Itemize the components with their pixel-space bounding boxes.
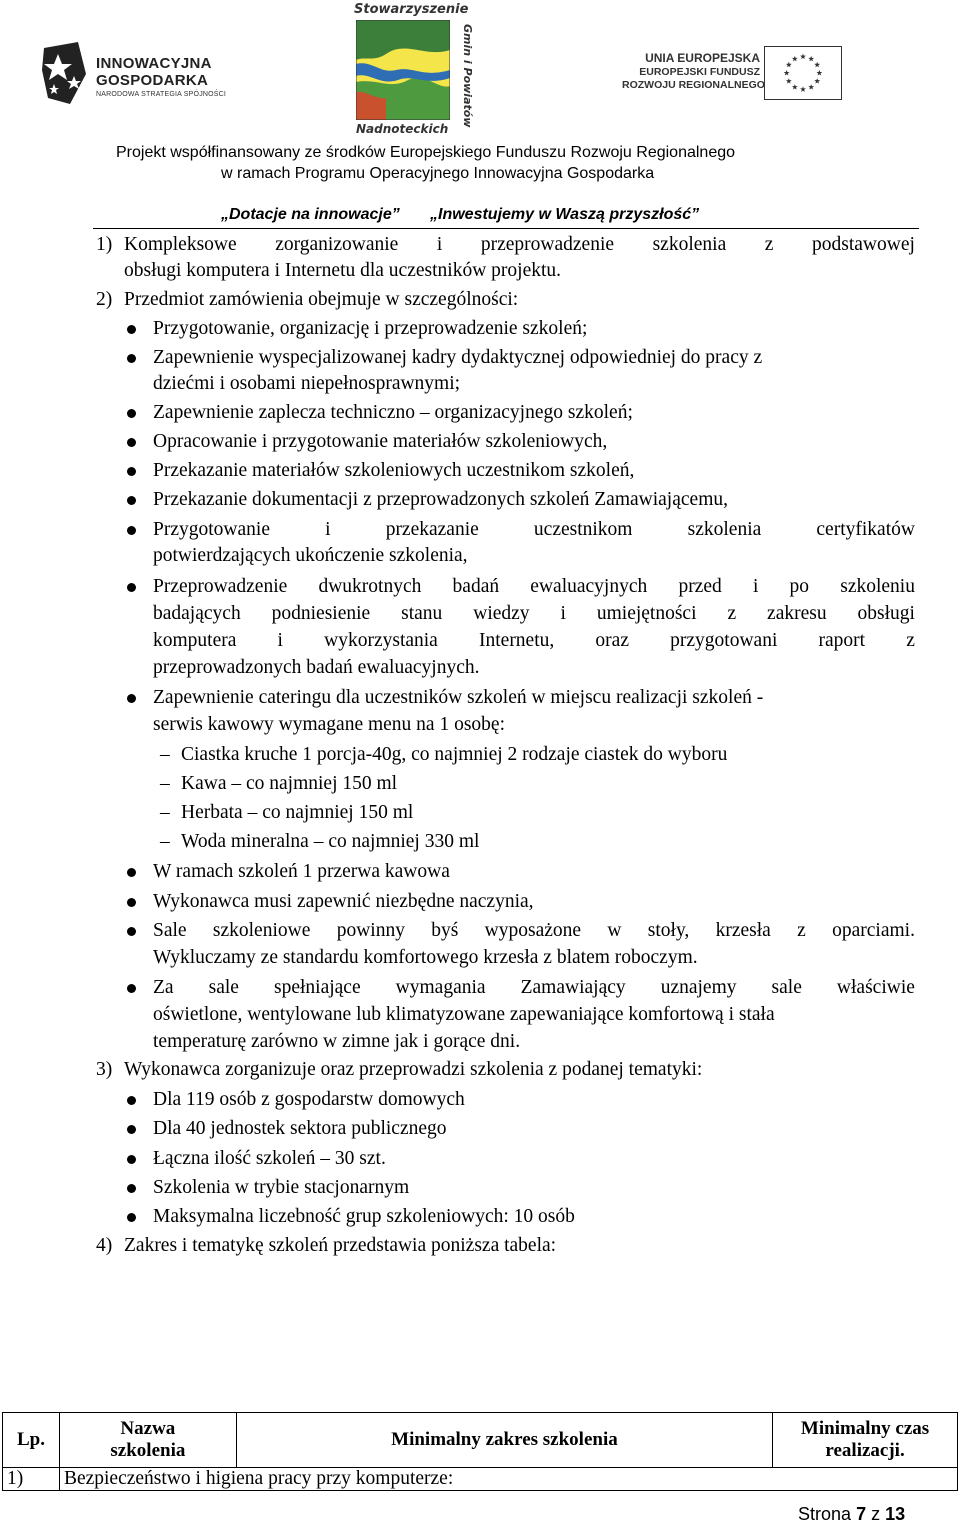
word: umiejętności bbox=[596, 603, 697, 624]
word: z bbox=[727, 603, 737, 624]
list-item: Dla 40 jednostek sektora publicznego bbox=[153, 1118, 447, 1139]
header-time-line1: Minimalny czas bbox=[800, 1418, 930, 1439]
word: krzesła bbox=[715, 920, 771, 941]
logo-right-line2: EUROPEJSKI FUNDUSZ bbox=[639, 66, 760, 78]
justified-line bbox=[153, 575, 915, 599]
word: z bbox=[906, 630, 915, 651]
list-item: Zapewnienie wyspecjalizowanej kadry dydaktycznej odpowiedniej do pracy z bbox=[153, 347, 763, 368]
row-number: 1) bbox=[3, 1468, 60, 1491]
eu-star-icon bbox=[808, 84, 814, 90]
bullet-icon bbox=[127, 868, 136, 877]
word: po bbox=[789, 576, 810, 597]
logo-center-side: Gmin i Powiatów bbox=[461, 24, 474, 128]
header-time-line2-text: realizacji bbox=[825, 1440, 900, 1461]
paragraph-line: obsługi komputera i Internetu dla uczestników projektu. bbox=[124, 260, 562, 281]
bullet-icon bbox=[127, 583, 136, 592]
list-item: Zapewnienie zaplecza techniczno – organizacyjnego szkoleń; bbox=[153, 402, 633, 423]
footer-label: Strona bbox=[798, 1504, 852, 1524]
justified-line bbox=[124, 233, 915, 257]
justified-line bbox=[153, 976, 915, 1000]
word: wykorzystania bbox=[324, 630, 438, 651]
word: Kompleksowe bbox=[124, 234, 237, 255]
bullet-icon bbox=[127, 984, 136, 993]
word: Za bbox=[153, 977, 174, 998]
word: badań bbox=[452, 576, 500, 597]
list-item: Przygotowanie, organizację i przeprowadzenie szkoleń; bbox=[153, 318, 588, 339]
word: i bbox=[436, 234, 443, 255]
word: Internetu, bbox=[479, 630, 555, 651]
word: szkolenia bbox=[687, 519, 762, 540]
word: szkoleniu bbox=[840, 576, 915, 597]
word: przed bbox=[678, 576, 722, 597]
word: właściwie bbox=[836, 977, 915, 998]
eu-star-icon bbox=[800, 54, 806, 60]
justified-line bbox=[153, 518, 915, 542]
list-item: Łączna ilość szkoleń – 30 szt. bbox=[153, 1148, 386, 1169]
word: Przygotowanie bbox=[153, 519, 270, 540]
paragraph-line: Przedmiot zamówienia obejmuje w szczególności: bbox=[124, 289, 519, 310]
paragraph-line: Zakres i tematykę szkoleń przedstawia poniższa tabela: bbox=[124, 1235, 557, 1256]
header-lp: Lp. bbox=[3, 1413, 60, 1468]
dash-icon: – bbox=[160, 802, 170, 823]
eu-star-icon bbox=[792, 84, 798, 90]
header-name-line2: szkolenia bbox=[110, 1440, 186, 1461]
bullet-icon bbox=[127, 467, 136, 476]
header-time-dot: . bbox=[899, 1440, 905, 1461]
word: byś bbox=[431, 920, 459, 941]
header-name bbox=[59, 1413, 236, 1468]
word: i bbox=[560, 603, 566, 624]
word: i bbox=[277, 630, 283, 651]
justified-line bbox=[153, 919, 915, 943]
bullet-icon bbox=[127, 409, 136, 418]
bullet-icon bbox=[127, 694, 136, 703]
word: Przeprowadzenie bbox=[153, 576, 288, 597]
logo-right-line3: ROZWOJU REGIONALNEGO bbox=[622, 79, 765, 91]
word: szkoleniowe bbox=[212, 920, 311, 941]
list-item-continuation: potwierdzających ukończenie szkolenia, bbox=[153, 545, 468, 566]
eu-erdf-logo bbox=[622, 46, 852, 100]
list-item-continuation: przeprowadzonych badań ewaluacyjnych. bbox=[153, 657, 480, 678]
word: certyfikatów bbox=[816, 519, 915, 540]
bullet-icon bbox=[127, 1125, 136, 1134]
word: uznajemy bbox=[660, 977, 737, 998]
eu-star-icon bbox=[808, 56, 814, 62]
word: raport bbox=[818, 630, 866, 651]
list-item-continuation: dziećmi i osobami niepełnosprawnymi; bbox=[153, 373, 461, 394]
word: w bbox=[607, 920, 622, 941]
list-item-continuation: Wykluczamy ze standardu komfortowego krzesła z blatem roboczym. bbox=[153, 947, 698, 968]
eu-star-icon bbox=[800, 86, 806, 92]
word: powinny bbox=[336, 920, 405, 941]
list-item: Szkolenia w trybie stacjonarnym bbox=[153, 1177, 410, 1198]
header-scope: Minimalny zakres szkolenia bbox=[236, 1413, 772, 1468]
eu-star-icon bbox=[816, 70, 822, 76]
sub-list-item: Ciastka kruche 1 porcja-40g, co najmniej 2 rodzaje ciastek do wyboru bbox=[181, 744, 728, 765]
bullet-icon bbox=[127, 1213, 136, 1222]
page-footer bbox=[798, 1504, 905, 1525]
eu-star-icon bbox=[786, 62, 792, 68]
header-divider bbox=[93, 228, 919, 229]
item-number: 2) bbox=[96, 289, 113, 310]
word: wiedzy bbox=[473, 603, 530, 624]
word: przeprowadzenie bbox=[480, 234, 615, 255]
logo-center-top: Stowarzyszenie bbox=[354, 2, 469, 17]
list-item-continuation: temperaturę zarówno w zimne jak i gorące dni. bbox=[153, 1031, 521, 1052]
word: badających bbox=[153, 603, 241, 624]
word: przygotowani bbox=[670, 630, 778, 651]
word: wymagania bbox=[395, 977, 486, 998]
item-number: 4) bbox=[96, 1235, 113, 1256]
bullet-icon bbox=[127, 1184, 136, 1193]
header-time-line2 bbox=[777, 1440, 953, 1462]
bullet-icon bbox=[127, 526, 136, 535]
dash-icon: – bbox=[160, 773, 170, 794]
word: zorganizowanie bbox=[275, 234, 399, 255]
bullet-icon bbox=[127, 1155, 136, 1164]
list-item: Dla 119 osób z gospodarstw domowych bbox=[153, 1089, 465, 1110]
eu-star-icon bbox=[814, 62, 820, 68]
bullet-icon bbox=[127, 1096, 136, 1105]
footer-total: 13 bbox=[885, 1504, 906, 1524]
justified-line bbox=[153, 602, 915, 626]
word: szkolenia bbox=[652, 234, 727, 255]
project-line-2: w ramach Programu Operacyjnego Innowacyjna Gospodarka bbox=[221, 165, 655, 182]
bullet-icon bbox=[127, 354, 136, 363]
item-number: 1) bbox=[96, 234, 113, 255]
list-item-continuation: serwis kawowy wymagane menu na 1 osobę: bbox=[153, 714, 505, 735]
logo-left-line3: NARODOWA STRATEGIA SPÓJNOŚCI bbox=[96, 91, 227, 98]
slogan-right: „Inwestujemy w Waszą przyszłość” bbox=[430, 206, 700, 223]
list-item-continuation: oświetlone, wentylowane lub klimatyzowane zapewaniające komfortową i stała bbox=[153, 1004, 775, 1025]
word: podniesienie bbox=[271, 603, 371, 624]
training-table bbox=[2, 1412, 958, 1491]
table-row bbox=[3, 1468, 958, 1491]
bullet-icon bbox=[127, 438, 136, 447]
justified-line bbox=[153, 629, 915, 653]
footer-of: z bbox=[871, 1504, 881, 1524]
stowarzyszenie-logo bbox=[352, 2, 478, 136]
word: komputera bbox=[153, 630, 237, 651]
word: Zamawiający bbox=[520, 977, 626, 998]
word: stanu bbox=[401, 603, 443, 624]
list-item: Zapewnienie cateringu dla uczestników szkoleń w miejscu realizacji szkoleń - bbox=[153, 687, 764, 708]
word: obsługi bbox=[857, 603, 915, 624]
word: zakresu bbox=[767, 603, 827, 624]
bullet-icon bbox=[127, 496, 136, 505]
innowacyjna-gospodarka-mark-icon bbox=[40, 40, 90, 106]
word: wyposażone bbox=[484, 920, 582, 941]
word: dwukrotnych bbox=[318, 576, 422, 597]
regional-map-icon bbox=[356, 20, 450, 120]
word: i bbox=[325, 519, 331, 540]
word: przekazanie bbox=[385, 519, 479, 540]
list-item: Maksymalna liczebność grup szkoleniowych: 10 osób bbox=[153, 1206, 575, 1227]
word: stoły, bbox=[647, 920, 690, 941]
list-item: W ramach szkoleń 1 przerwa kawowa bbox=[153, 861, 450, 882]
word: z bbox=[764, 234, 774, 255]
sub-list-item: Kawa – co najmniej 150 ml bbox=[181, 773, 398, 794]
eu-star-icon bbox=[784, 70, 790, 76]
slogan-left: „Dotacje na innowacje” bbox=[221, 206, 400, 223]
bullet-icon bbox=[127, 927, 136, 936]
innowacyjna-gospodarka-logo bbox=[40, 40, 240, 106]
header-name-line1: Nazwa bbox=[120, 1418, 176, 1439]
word: sale bbox=[771, 977, 802, 998]
logo-right-line1: UNIA EUROPEJSKA bbox=[645, 51, 760, 65]
list-item: Przekazanie materiałów szkoleniowych uczestnikom szkoleń, bbox=[153, 460, 635, 481]
project-line-1: Projekt współfinansowany ze środków Europejskiego Funduszu Rozwoju Regionalnego bbox=[116, 144, 736, 161]
table-header-row bbox=[3, 1413, 958, 1468]
header-time bbox=[773, 1413, 958, 1468]
word: oparciami. bbox=[832, 920, 915, 941]
eu-flag-icon bbox=[764, 46, 842, 100]
logo-left-line2: GOSPODARKA bbox=[96, 72, 209, 89]
logo-left-line1: INNOWACYJNA bbox=[96, 55, 212, 72]
word: oraz bbox=[595, 630, 629, 651]
eu-star-icon bbox=[792, 56, 798, 62]
word: uczestnikom bbox=[533, 519, 633, 540]
eu-star-icon bbox=[814, 78, 820, 84]
eu-star-icon bbox=[786, 78, 792, 84]
bullet-icon bbox=[127, 325, 136, 334]
list-item: Wykonawca musi zapewnić niezbędne naczynia, bbox=[153, 891, 534, 912]
word: i bbox=[752, 576, 759, 597]
list-item: Opracowanie i przygotowanie materiałów szkoleniowych, bbox=[153, 431, 608, 452]
page-header bbox=[0, 0, 960, 230]
bullet-icon bbox=[127, 898, 136, 907]
word: ewaluacyjnych bbox=[530, 576, 648, 597]
word: z bbox=[797, 920, 806, 941]
paragraph-line: Wykonawca zorganizuje oraz przeprowadzi szkolenia z podanej tematyki: bbox=[124, 1059, 703, 1080]
logo-center-bottom: Nadnoteckich bbox=[356, 122, 449, 136]
dash-icon: – bbox=[160, 831, 170, 852]
dash-icon: – bbox=[160, 744, 170, 765]
list-item: Przekazanie dokumentacji z przeprowadzonych szkoleń Zamawiającemu, bbox=[153, 489, 728, 510]
row-section-title: Bezpieczeństwo i higiena pracy przy komputerze: bbox=[59, 1468, 957, 1491]
word: spełniające bbox=[274, 977, 361, 998]
sub-list-item: Woda mineralna – co najmniej 330 ml bbox=[181, 831, 480, 852]
word: Sale bbox=[153, 920, 187, 941]
footer-page: 7 bbox=[856, 1504, 867, 1524]
word: sale bbox=[208, 977, 239, 998]
item-number: 3) bbox=[96, 1059, 113, 1080]
word: podstawowej bbox=[812, 234, 915, 255]
sub-list-item: Herbata – co najmniej 150 ml bbox=[181, 802, 414, 823]
